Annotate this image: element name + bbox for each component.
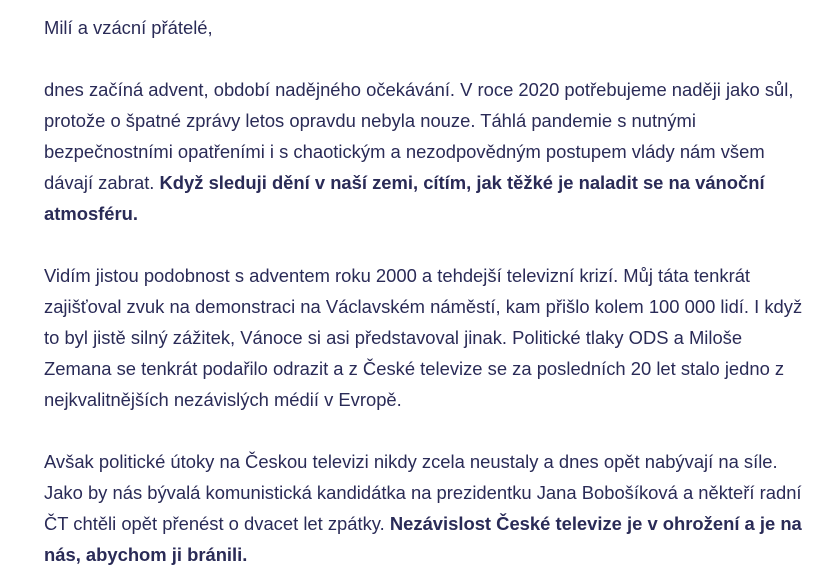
paragraph-3-emphasis: Nezávislost České televize je v ohrožení a je na nás, abychom ji bránili. [44, 513, 802, 565]
paragraph-1-emphasis: Když sleduji dění v naší zemi, cítím, jak těžké je naladit se na vánoční atmosféru. [44, 172, 765, 224]
paragraph-2-text: Vidím jistou podobnost s adventem roku 2000 a tehdejší televizní krizí. Můj táta tenkrát zajišťoval zvuk na demonstraci na Václavském náměstí, kam přišlo kolem 100 000 lidí. I když to byl jistě silný zážitek, Vánoce si asi představoval jinak. Politické tlaky ODS a Miloše Zemana se tenkrát podařilo odrazit a z České televize se za posledních 20 let stalo jedno z nejkvalitnějších nezávislých médií v Evropě. [44, 265, 803, 410]
letter-paragraph-1 [44, 74, 804, 229]
letter-paragraph-2 [44, 260, 804, 415]
letter-body [44, 12, 804, 570]
paragraph-1-text: dnes začíná advent, období nadějného očekávání. V roce 2020 potřebujeme naději jako sůl, protože o špatné zprávy letos opravdu nebyla nouze. Táhlá pandemie s nutnými bezpečnostními opatřeními i s chaotickým a nezodpovědným postupem vlády nám všem dávají zabrat. [44, 79, 794, 193]
letter-greeting: Milí a vzácní přátelé, [44, 17, 213, 38]
letter-paragraph-3 [44, 446, 804, 570]
paragraph-3-text: Avšak politické útoky na Českou televizi nikdy zcela neustaly a dnes opět nabývají na síle. Jako by nás bývalá komunistická kandidátka na prezidentku Jana Bobošíková a někteří radní ČT chtěli opět přenést o dvacet let zpátky. [44, 451, 802, 534]
